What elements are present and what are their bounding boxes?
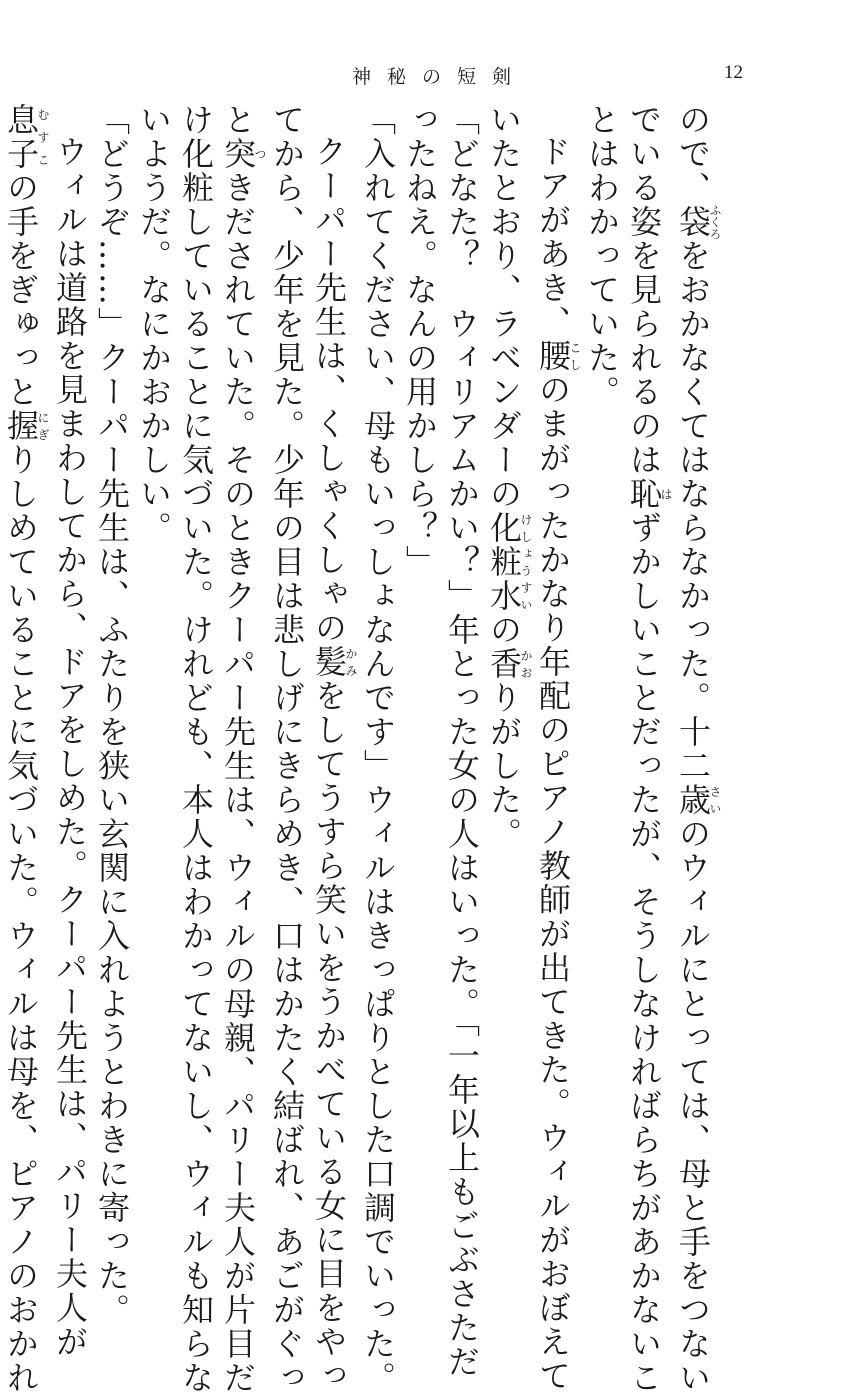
- page-number: 12: [724, 62, 743, 83]
- text-line: [441, 103, 483, 1379]
- text-line: [217, 103, 267, 1395]
- text-line: [532, 103, 582, 1393]
- ruby-word: [625, 477, 673, 511]
- text-segment: てから、少年を見た。少年の目は悲しげにきらめき、口はかたく結ばれ、あごがぐっ: [268, 103, 306, 1395]
- text-segment: ドアがあき、: [534, 135, 572, 339]
- ruby-word: [485, 511, 533, 613]
- ruby-reading: かみ: [344, 645, 358, 679]
- text-segment: け化粧していることに気づいた。けれども、本人はわかってないし、ウィルも知らな: [177, 103, 215, 1395]
- text-line: [91, 103, 133, 1327]
- ruby-base: 歳: [674, 783, 712, 817]
- ruby-reading: つ: [253, 137, 267, 171]
- ruby-base: 突: [219, 137, 257, 171]
- text-segment: 「どうぞ……」クーパー先生は、ふたりを狭い玄関に入れようとわきに寄った。: [93, 103, 131, 1327]
- text-line: [133, 103, 175, 1103]
- ruby-reading: は: [659, 477, 673, 511]
- ruby-base: 腰: [534, 339, 572, 373]
- ruby-reading: にぎ: [36, 409, 50, 443]
- text-line: [672, 103, 722, 1395]
- text-segment: と: [219, 103, 257, 137]
- text-segment: でいる姿を見られるのは: [625, 103, 663, 477]
- ruby-word: [674, 783, 722, 817]
- ruby-base: 握: [2, 409, 40, 443]
- text-segment: をしてうすら笑いをうかべている女に目をやっ: [310, 679, 348, 1393]
- text-segment: クーパー先生は、くしゃくしゃの: [310, 135, 348, 645]
- running-header-title: 神秘の短剣: [352, 66, 528, 88]
- text-segment: 「どなた？ ウィリアムかい？」年とった女の人はいった。「一年以上もごぶさただ: [443, 103, 481, 1379]
- ruby-word: [674, 204, 722, 240]
- ruby-reading: かお: [519, 647, 533, 681]
- text-line: [581, 103, 623, 1103]
- ruby-reading: けしょうすい: [519, 511, 533, 613]
- ruby-base: 髪: [310, 645, 348, 679]
- ruby-base: 恥: [625, 477, 663, 511]
- text-line: [308, 103, 358, 1393]
- text-segment: いようだ。なにかおかしい。: [135, 103, 173, 545]
- ruby-reading: むすこ: [36, 103, 50, 171]
- ruby-base: 息子: [2, 103, 40, 171]
- ruby-word: [310, 645, 358, 679]
- text-line: [357, 103, 399, 1395]
- text-segment: ので、: [674, 103, 712, 205]
- ruby-base: 袋: [674, 204, 712, 240]
- ruby-word: [485, 647, 533, 681]
- text-segment: のウィルにとっては、母と手をつない: [674, 817, 712, 1395]
- ruby-reading: ふくろ: [708, 204, 722, 240]
- text-segment: をおかなくてはならなかった。十二: [674, 239, 712, 783]
- ruby-base: 香: [485, 647, 523, 681]
- text-segment: ずかしいことだったが、そうしなければらちがあかないこ: [625, 511, 663, 1395]
- ruby-reading: さい: [708, 783, 722, 817]
- text-segment: ウィルは道路を見まわしてから、ドアをしめた。クーパー先生は、パリー夫人が: [51, 135, 89, 1359]
- text-line: [483, 103, 532, 1103]
- text-segment: ったねえ。なんの用かしら？」: [401, 103, 439, 579]
- ruby-word: [2, 103, 50, 171]
- text-segment: りしめていることに気づいた。ウィルは母を、ピアノのおかれ: [2, 443, 40, 1395]
- text-segment: の手をぎゅっと: [2, 171, 40, 409]
- text-line: [266, 103, 308, 1395]
- ruby-word: [534, 339, 582, 373]
- text-line: [175, 103, 217, 1395]
- text-line: [399, 103, 441, 1103]
- text-segment: りがした。: [485, 681, 523, 851]
- text-segment: の: [485, 613, 523, 647]
- body-text: [0, 103, 722, 1395]
- text-segment: のまがったかなり年配のピアノ教師が出てきた。ウィルがおぼえて: [534, 373, 572, 1393]
- text-segment: とはわかっていた。: [583, 103, 621, 409]
- text-segment: いたとおり、ラベンダーの: [485, 103, 523, 511]
- ruby-word: [219, 137, 267, 171]
- text-line: [0, 103, 50, 1395]
- ruby-base: 化粧水: [485, 511, 523, 613]
- text-line: [623, 103, 673, 1395]
- text-segment: きだされていた。そのときクーパー先生は、ウィルの母親、パリー夫人が片目だ: [219, 171, 257, 1395]
- text-line: [49, 103, 91, 1359]
- ruby-word: [2, 409, 50, 443]
- text-segment: 「入れてください、母もいっしょなんです」ウィルはきっぱりとした口調でいった。: [359, 103, 397, 1395]
- ruby-reading: こし: [568, 339, 582, 373]
